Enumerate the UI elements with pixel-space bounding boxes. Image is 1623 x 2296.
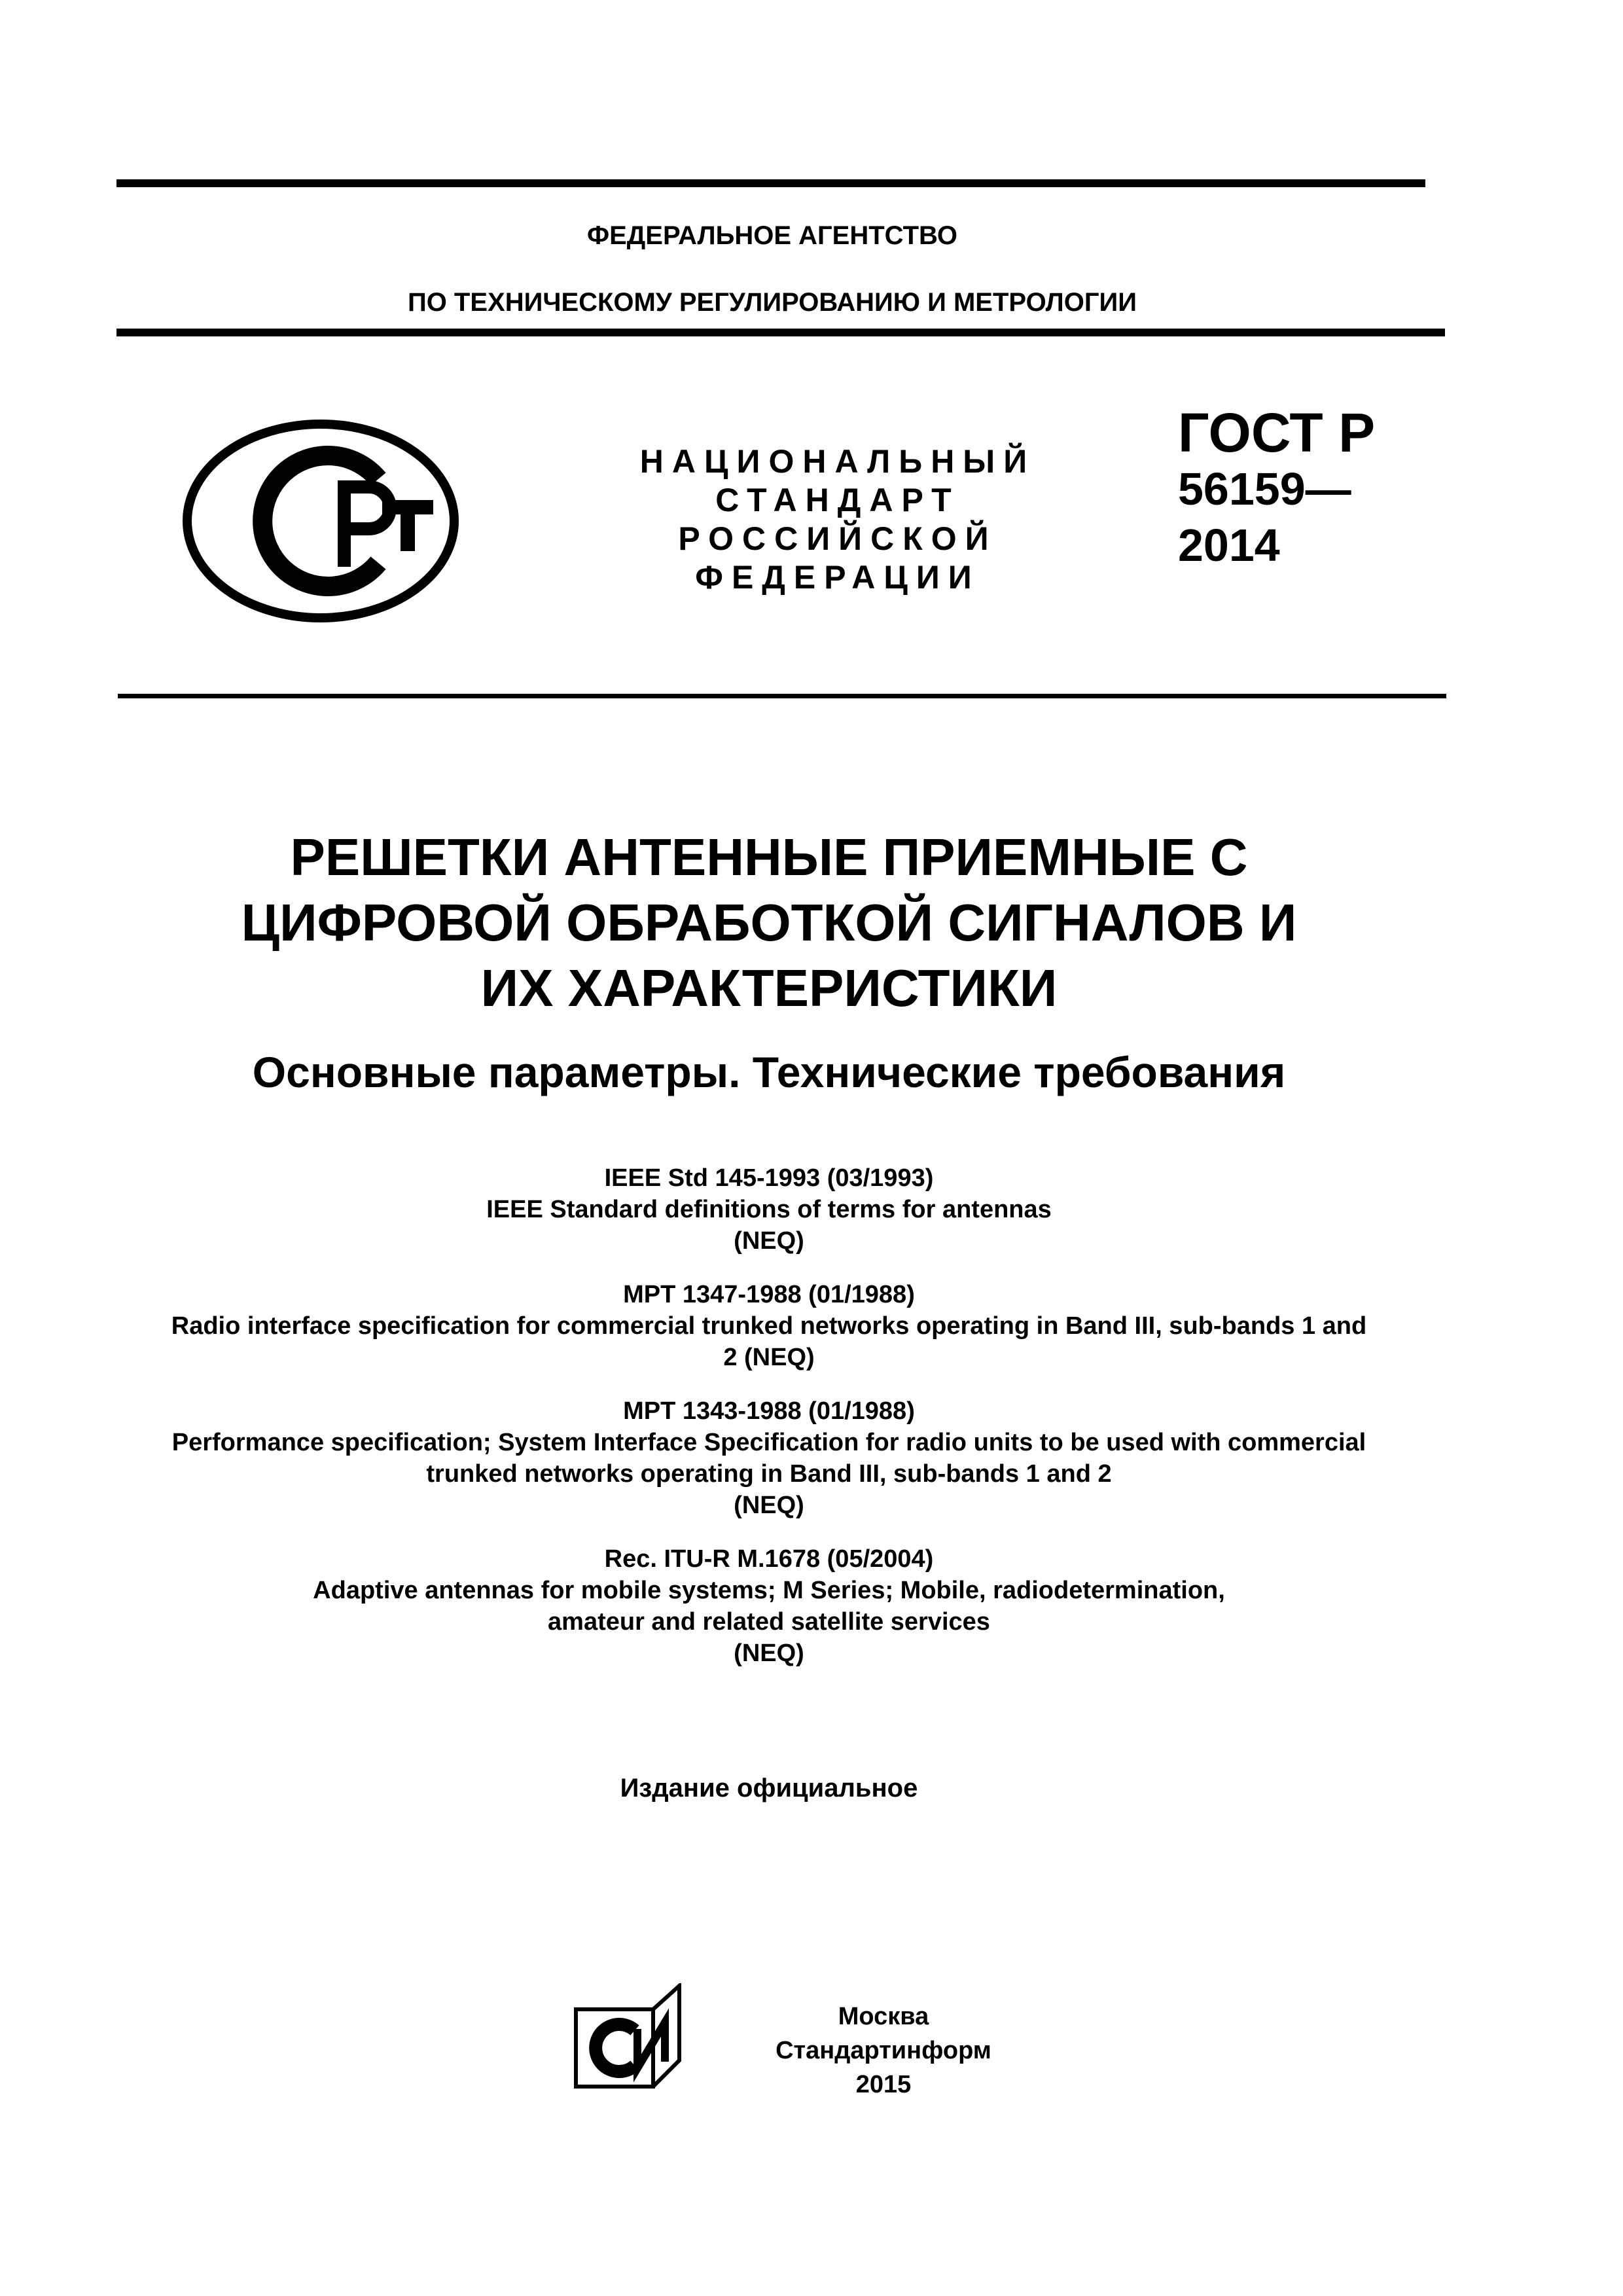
title-line-1: РЕШЕТКИ АНТЕННЫЕ ПРИЕМНЫЕ С: [290, 828, 1248, 886]
national-standard-line-2: СТАНДАРТ: [715, 482, 960, 518]
agency-line-1: ФЕДЕРАЛЬНОЕ АГЕНТСТВО: [586, 221, 958, 250]
reference-item: [111, 1162, 1427, 1257]
designation-line-2: 56159—: [1178, 463, 1351, 514]
designation-line-3: 2014: [1178, 520, 1280, 571]
header-rule: [116, 329, 1445, 336]
reference-line: trunked networks operating in Band III, sub-bands 1 and 2: [426, 1460, 1112, 1488]
reference-item: [111, 1543, 1427, 1669]
top-rule: [116, 179, 1425, 187]
title-line-3: ИХ ХАРАКТЕРИСТИКИ: [480, 959, 1058, 1017]
reference-line: 2 (NEQ): [723, 1344, 815, 1371]
reference-line: IEEE Std 145-1993 (03/1993): [604, 1164, 934, 1192]
designation-line-1: ГОСТ Р: [1178, 402, 1376, 463]
reference-line: MPT 1343-1988 (01/1988): [623, 1397, 915, 1425]
standartinform-logo-icon: [573, 1983, 683, 2093]
publisher-city: Москва: [838, 2003, 929, 2030]
publisher-year: 2015: [855, 2071, 912, 2098]
rst-emblem-icon: [182, 419, 459, 623]
reference-line: amateur and related satellite services: [548, 1608, 990, 1636]
reference-line: (NEQ): [734, 1492, 804, 1519]
reference-line: Radio interface specification for commercial trunked networks operating in Band III, sub-bands 1 and: [171, 1312, 1367, 1340]
reference-line: (NEQ): [734, 1227, 804, 1255]
reference-line: Performance specification; System Interface Specification for radio units to be used with commercial: [171, 1429, 1366, 1456]
reference-item: [111, 1395, 1427, 1521]
reference-line: (NEQ): [734, 1640, 804, 1667]
agency-line-2: ПО ТЕХНИЧЕСКОМУ РЕГУЛИРОВАНИЮ И МЕТРОЛОГИИ: [407, 288, 1137, 317]
publisher-name: Стандартинформ: [776, 2037, 991, 2064]
national-standard-line-3: РОССИЙСКОЙ: [678, 520, 997, 557]
document-subtitle: Основные параметры. Технические требования: [252, 1048, 1286, 1096]
references-list: [111, 1162, 1427, 1691]
reference-line: Adaptive antennas for mobile systems; M Series; Mobile, radiodetermination,: [313, 1577, 1225, 1604]
national-standard-label: [609, 442, 1067, 597]
reference-line: Rec. ITU-R M.1678 (05/2004): [604, 1545, 934, 1573]
mid-rule: [118, 694, 1446, 698]
reference-line: IEEE Standard definitions of terms for antennas: [486, 1196, 1052, 1223]
edition-label: Издание официальное: [620, 1774, 918, 1803]
national-standard-line-4: ФЕДЕРАЦИИ: [695, 559, 980, 596]
title-line-2: ЦИФРОВОЙ ОБРАБОТКОЙ СИГНАЛОВ И: [241, 893, 1297, 952]
reference-item: [111, 1279, 1427, 1373]
document-title: [0, 825, 1538, 1021]
reference-line: MPT 1347-1988 (01/1988): [623, 1281, 915, 1308]
publisher-block: [681, 2000, 1086, 2102]
national-standard-line-1: НАЦИОНАЛЬНЫЙ: [639, 443, 1036, 480]
standard-designation: [1178, 404, 1375, 573]
